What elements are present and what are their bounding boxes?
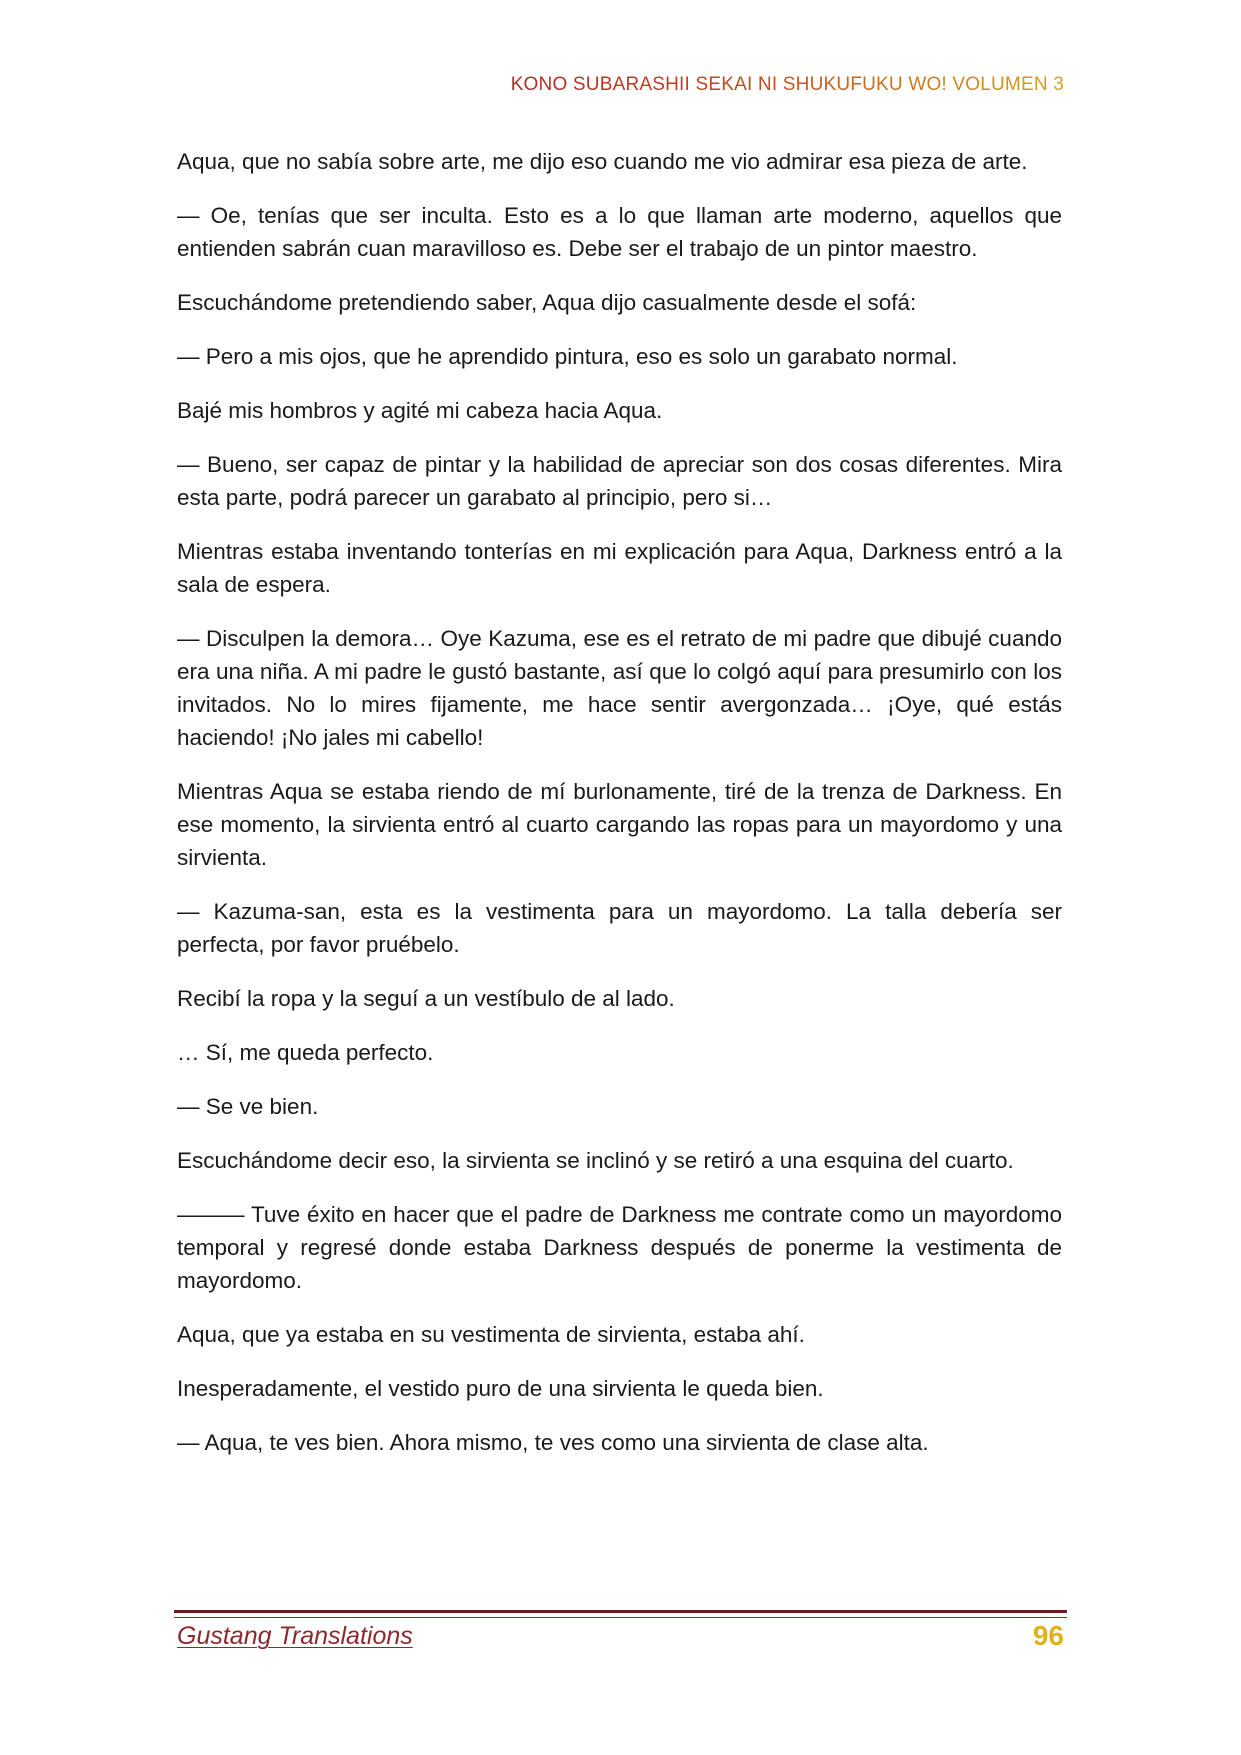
paragraph: — Bueno, ser capaz de pintar y la habilidad de apreciar son dos cosas diferentes. Mira esta parte, podrá parecer un garabato al principio, pero si… xyxy=(177,452,1062,510)
translator-credit: Gustang Translations xyxy=(177,1622,413,1650)
paragraph: Bajé mis hombros y agité mi cabeza hacia Aqua. xyxy=(177,398,663,423)
paragraph: Escuchándome pretendiendo saber, Aqua dijo casualmente desde el sofá: xyxy=(177,290,917,315)
running-header: KONO SUBARASHII SEKAI NI SHUKUFUKU WO! VOLUMEN 3 xyxy=(510,74,1064,95)
paragraph: Escuchándome decir eso, la sirvienta se inclinó y se retiró a una esquina del cuarto. xyxy=(177,1148,1014,1173)
paragraph: — Aqua, te ves bien. Ahora mismo, te ves como una sirvienta de clase alta. xyxy=(177,1430,929,1455)
paragraph: — Pero a mis ojos, que he aprendido pintura, eso es solo un garabato normal. xyxy=(177,344,958,369)
paragraph: … Sí, me queda perfecto. xyxy=(177,1040,434,1065)
paragraph: — Disculpen la demora… Oye Kazuma, ese es el retrato de mi padre que dibujé cuando era una niña. A mi padre le gustó bastante, así que lo colgó aquí para presumirlo con los invitados. No lo mires fijamente, me hace sentir avergonzada… ¡Oye, qué estás haciendo! ¡No jales mi cabello! xyxy=(177,626,1062,750)
paragraph: Inesperadamente, el vestido puro de una sirvienta le queda bien. xyxy=(177,1376,824,1401)
footer-divider-thin xyxy=(174,1617,1067,1618)
paragraph: Recibí la ropa y la seguí a un vestíbulo de al lado. xyxy=(177,986,675,1011)
body-text xyxy=(177,145,1062,1480)
paragraph: Aqua, que ya estaba en su vestimenta de sirvienta, estaba ahí. xyxy=(177,1322,805,1347)
footer-divider xyxy=(174,1610,1067,1613)
paragraph: ——— Tuve éxito en hacer que el padre de Darkness me contrate como un mayordomo temporal y regresé donde estaba Darkness después de ponerme la vestimenta de mayordomo. xyxy=(177,1202,1062,1293)
paragraph: Aqua, que no sabía sobre arte, me dijo eso cuando me vio admirar esa pieza de arte. xyxy=(177,149,1028,174)
paragraph: — Oe, tenías que ser inculta. Esto es a lo que llaman arte moderno, aquellos que entienden sabrán cuan maravilloso es. Debe ser el trabajo de un pintor maestro. xyxy=(177,203,1062,261)
paragraph: — Se ve bien. xyxy=(177,1094,319,1119)
paragraph: — Kazuma-san, esta es la vestimenta para un mayordomo. La talla debería ser perfecta, por favor pruébelo. xyxy=(177,899,1062,957)
page-number: 96 xyxy=(1032,1620,1064,1651)
paragraph: Mientras Aqua se estaba riendo de mí burlonamente, tiré de la trenza de Darkness. En ese momento, la sirvienta entró al cuarto cargando las ropas para un mayordomo y una sirvienta. xyxy=(177,779,1062,870)
paragraph: Mientras estaba inventando tonterías en mi explicación para Aqua, Darkness entró a la sala de espera. xyxy=(177,539,1062,597)
